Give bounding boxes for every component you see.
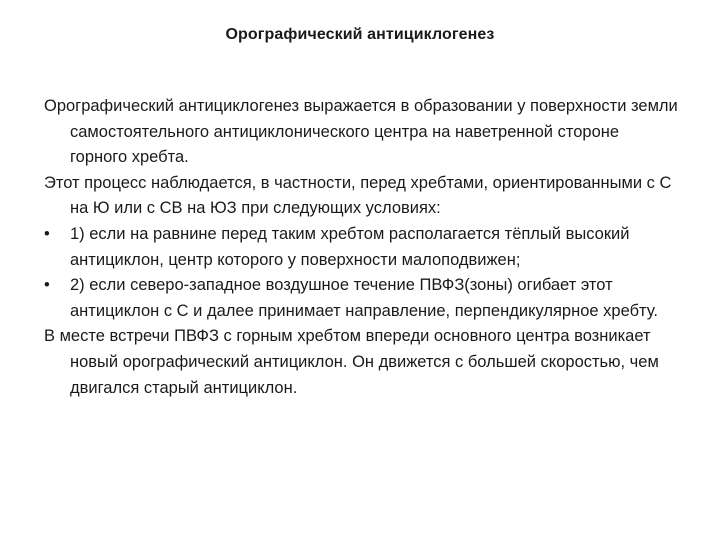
paragraph-conclusion: В месте встречи ПВФЗ с горным хребтом впереди основного центра возникает новый орографический антициклон. Он движется с большей скоростью, чем двигался старый антициклон. [44, 327, 659, 397]
list-item [44, 222, 680, 273]
list-item [44, 273, 680, 324]
bullet-icon: • [44, 224, 50, 243]
slide-body [44, 94, 680, 401]
list-item-text: 2) если северо-западное воздушное течение ПВФЗ(зоны) огибает этот антициклон с С и далее принимает направление, перпендикулярное хребту. [70, 276, 658, 320]
list-item-text: 1) если на равнине перед таким хребтом располагается тёплый высокий антициклон, центр которого у поверхности малоподвижен; [70, 224, 630, 269]
slide-title: Орографический антициклогенез [225, 26, 495, 43]
paragraph-conditions: Этот процесс наблюдается, в частности, перед хребтами, ориентированными с С на Ю или с СВ на ЮЗ при следующих условиях: [44, 173, 672, 218]
bullet-icon: • [44, 276, 50, 295]
paragraph-intro: Орографический антициклогенез выражается в образовании у поверхности земли самостоятельного антициклонического центра на наветренной стороне горного хребта. [44, 97, 678, 167]
